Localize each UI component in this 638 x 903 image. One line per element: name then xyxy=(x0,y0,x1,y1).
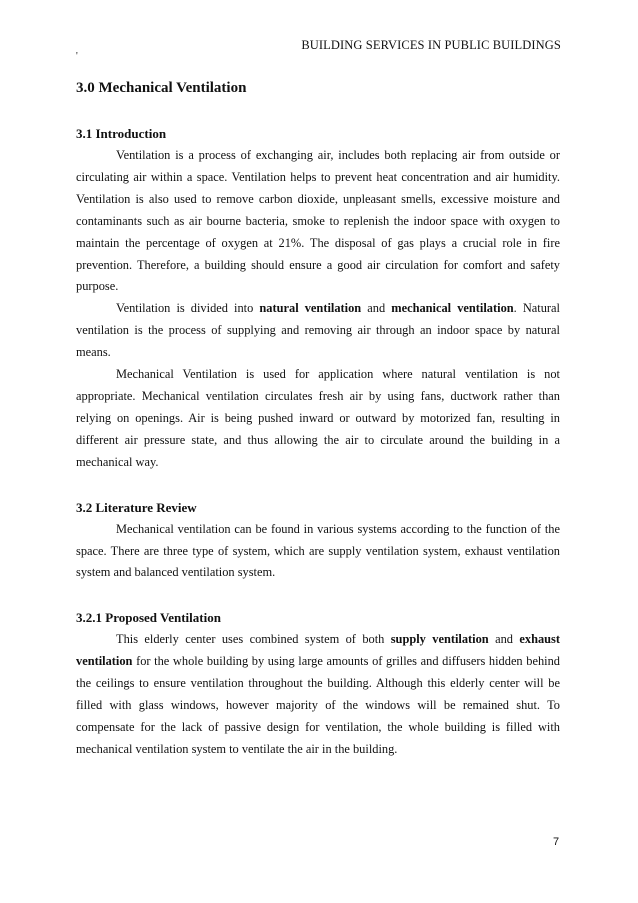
intro-paragraph-1: Ventilation is a process of exchanging air, includes both replacing air from outside or circulating air within a space. Ventilation helps to prevent heat concentration and air humidity. Ventilation is also used to remove carbon dioxide, unpleasant smells, excessive moisture and contaminants such as air bourne bacteria, smoke to replenish the indoor space with oxygen to maintain the percentage of oxygen at 21%. The disposal of gas plays a crucial role in fire prevention. Therefore, a building should ensure a good air circulation for comfort and safety purpose. xyxy=(76,148,560,294)
page-number: 7 xyxy=(553,836,560,848)
term-supply-ventilation: supply ventilation xyxy=(390,632,489,647)
proposed-heading: 3.2.1 Proposed Ventilation xyxy=(76,610,221,626)
literature-heading: 3.2 Literature Review xyxy=(76,499,197,515)
intro-paragraph-2: Ventilation is divided into natural ventilation and mechanical ventilation. Natural ventilation is the process of supplying and removing air through an indoor space by natural means. xyxy=(76,301,560,360)
literature-paragraph-1: Mechanical ventilation can be found in various systems according to the function of the space. There are three type of system, which are supply ventilation system, exhaust ventilation system and balanced ventilation system. xyxy=(76,521,560,580)
page-content xyxy=(76,77,560,761)
stray-mark: ' xyxy=(76,51,78,62)
intro-heading: 3.1 Introduction xyxy=(76,126,167,141)
section-title: 3.0 Mechanical Ventilation xyxy=(76,80,247,96)
term-exhaust-ventilation: exhaust ventilation xyxy=(76,632,560,669)
intro-paragraph-3: Mechanical Ventilation is used for application where natural ventilation is not appropriate. Mechanical ventilation circulates fresh air by using fans, ductwork rather than relying on openings. Air is being pushed inward or outward by motorized fan, resulting in different air pressure state, and thus allowing the air to circulate around the building in a mechanical way. xyxy=(76,367,560,469)
term-mechanical-ventilation: mechanical ventilation xyxy=(391,301,514,316)
term-natural-ventilation: natural ventilation xyxy=(259,301,362,316)
running-header: BUILDING SERVICES IN PUBLIC BUILDINGS xyxy=(301,38,561,52)
proposed-paragraph-1: This elderly center uses combined system of both supply ventilation and exhaust ventilation for the whole building by using large amounts of grilles and diffusers hidden behind the ceilings to ensure ventilation throughout the building. Although this elderly center will be filled with glass windows, however majority of the windows will be remained shut. To compensate for the lack of passive design for ventilation, the whole building is filled with mechanical ventilation system to ventilate the air in the building. xyxy=(76,632,560,756)
